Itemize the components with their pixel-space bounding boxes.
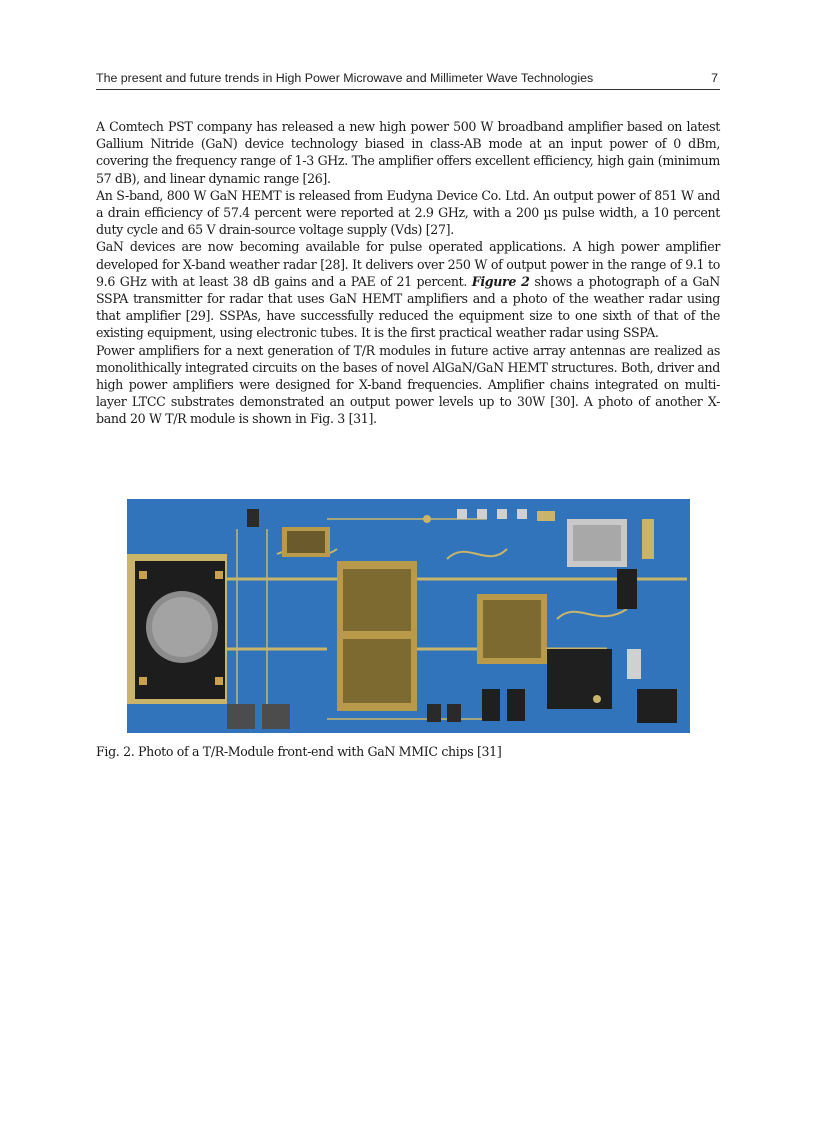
figure-reference: Figure 2	[471, 273, 530, 289]
black-ic	[547, 649, 612, 709]
paragraph-comtech: A Comtech PST company has released a new high power 500 W broadband amplifier based on latest Gallium Nitride (GaN) device technology biased in class-AB mode at an input power of 0 dBm, covering the frequency range of 1-3 GHz. The amplifier offers excellent efficiency, high gain (minimum 57 dB), and linear dynamic range [26].	[96, 119, 720, 186]
running-header	[96, 71, 720, 90]
tr-module-photo	[127, 499, 690, 733]
paragraph-tr-modules: Power amplifiers for a next generation of T/R modules in future active array antennas are realized as monolithically integrated circuits on the bases of novel AlGaN/GaN HEMT structures. Both, driver and high power amplifiers were designed for X-band frequencies. Amplifier chains integrated on multi-layer LTCC substrates demonstrated an output power levels up to 30W [30]. A photo of another X-band 20 W T/R module is shown in Fig. 3 [31].	[96, 342, 720, 427]
paragraph-s-band: An S-band, 800 W GaN HEMT is released from Eudyna Device Co. Ltd. An output power of 851 W and a drain efficiency of 57.4 percent were reported at 2.9 GHz, with a 200 µs pulse width, a 10 percent duty cycle and 65 V drain-source voltage supply (Vds) [27].	[96, 187, 720, 238]
page-number: 7	[711, 71, 718, 85]
paragraph-gan-pulse: GaN devices are now becoming available for pulse operated applications. A high power amplifier developed for X-band weather radar [28]. It delivers over 250 W of output power in the range of 9.1 to 9.6 GHz with at least 38 dB gains and a PAE of 21 percent. Figure 2 shows a photograph of a GaN SSPA transmitter for radar that uses GaN HEMT amplifiers and a photo of the weather radar using that amplifier [29]. SSPAs, have successfully reduced the equipment size to one sixth of that of the existing equipment, using electronic tubes. It is the first practical weather radar using SSPA.	[96, 239, 720, 341]
body-text	[96, 118, 720, 428]
running-header-title: The present and future trends in High Power Microwave and Millimeter Wave Technologies	[96, 71, 594, 85]
figure-caption: Fig. 2. Photo of a T/R-Module front-end with GaN MMIC chips [31]	[96, 744, 502, 759]
tr-module-illustration	[127, 499, 690, 733]
